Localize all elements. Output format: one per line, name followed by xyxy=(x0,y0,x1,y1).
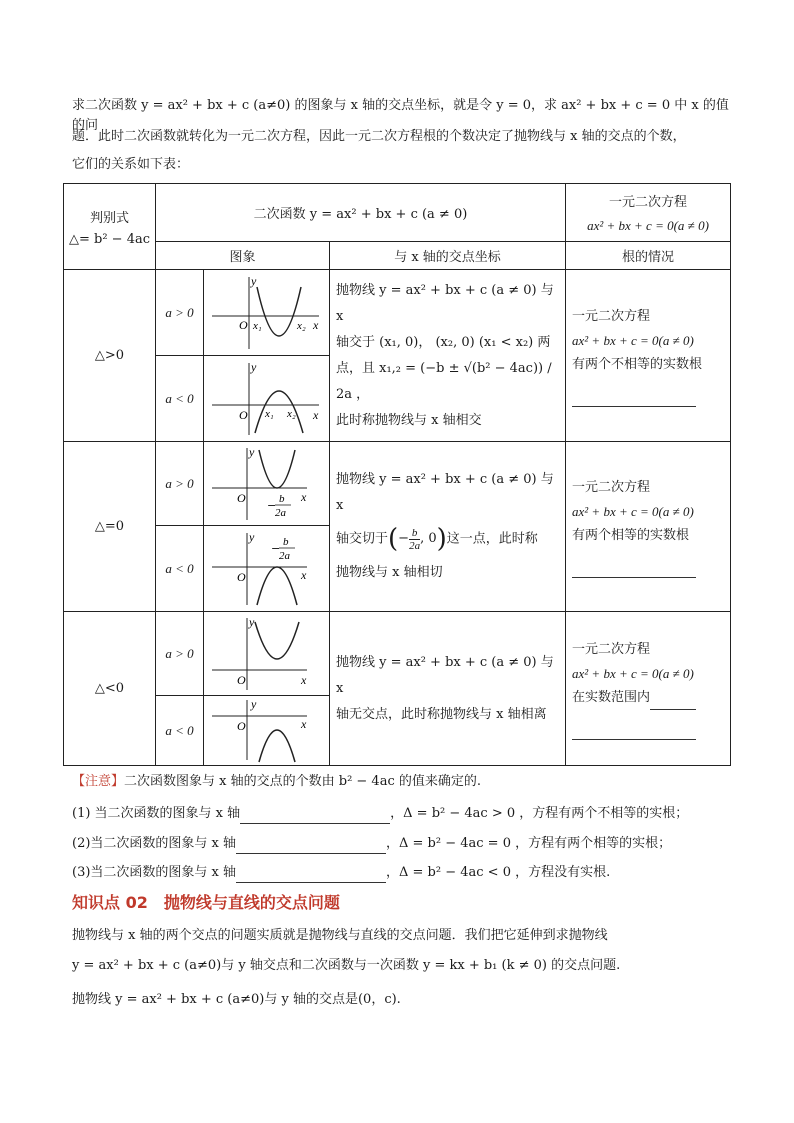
equation-title: 一元二次方程 xyxy=(608,195,687,210)
desc-line: 轴无交点，此时称抛物线与 x 轴相离 xyxy=(336,706,547,722)
quadratic-function-header: 二次函数 y = ax² + bx + c (a ≠ 0) xyxy=(156,184,566,242)
label-x1: x₁ xyxy=(264,407,274,420)
graph-two-roots-down xyxy=(207,359,327,439)
roots-description xyxy=(566,442,731,612)
graph-cell xyxy=(204,442,330,526)
root-line: ax² + bx + c = 0(a ≠ 0) xyxy=(572,665,694,681)
parabola-curve xyxy=(259,450,295,488)
label-x2: x₂ xyxy=(286,407,296,420)
note-item-2 xyxy=(72,834,671,854)
graph-no-roots-down xyxy=(207,698,327,764)
root-text: 在实数范围内 xyxy=(572,689,651,705)
graph-tangent-down xyxy=(207,529,327,609)
root-line: 一元二次方程 xyxy=(572,641,651,657)
col-roots-header: 根的情况 xyxy=(566,242,731,270)
vertex-fraction xyxy=(409,527,420,552)
label-x: x xyxy=(312,317,318,332)
frac-num: b xyxy=(409,527,420,540)
root-line: 一元二次方程 xyxy=(572,308,651,324)
label-origin: O xyxy=(236,490,246,505)
cond-a-negative: a < 0 xyxy=(156,696,204,766)
desc-line: 抛物线与 x 轴相切 xyxy=(336,564,443,580)
intersect-description xyxy=(330,442,566,612)
section-line-2: y = ax² + bx + c (a≠0)与 y 轴交点和二次函数与一次函数 y = kx + b₁ (k ≠ 0) 的交点问题. xyxy=(72,958,621,973)
discriminant-formula: △= b² − 4ac xyxy=(68,231,150,247)
discriminant-table xyxy=(63,183,731,766)
root-line: 有两个相等的实数根 xyxy=(572,527,690,543)
parabola-curve xyxy=(257,567,297,605)
section-line-1: 抛物线与 x 轴的两个交点的问题实质就是抛物线与直线的交点问题．我们把它延伸到求抛物线 xyxy=(72,928,608,943)
desc-line: 此时称抛物线与 x 轴相交 xyxy=(336,412,482,428)
graph-cell xyxy=(204,356,330,442)
label-x1: x₁ xyxy=(252,319,262,332)
desc-line: 轴交切于(− $\frac{b}{2a}$ , 0)这一点，此时称 xyxy=(336,524,538,555)
parabola-curve xyxy=(259,730,295,762)
answer-blank[interactable] xyxy=(572,563,696,578)
col-graph-header: 图象 xyxy=(156,242,330,270)
note-blank[interactable] xyxy=(236,868,386,883)
discriminant-header xyxy=(64,184,156,270)
section-line-3: 抛物线 y = ax² + bx + c (a≠0)与 y 轴的交点是(0，c). xyxy=(72,992,401,1007)
graph-no-roots-up xyxy=(207,614,327,694)
label-origin: O xyxy=(236,718,246,733)
desc-line: 抛物线 y = ax² + bx + c (a ≠ 0) 与 x xyxy=(336,472,554,514)
note-item-3 xyxy=(72,863,610,883)
label-y: y xyxy=(248,444,254,459)
discriminant-label: 判别式 xyxy=(89,210,129,226)
label-x2: x₂ xyxy=(296,319,306,332)
parabola-curve xyxy=(255,391,303,433)
vertex-num: b xyxy=(282,535,288,548)
vertex-den: 2a xyxy=(278,549,290,562)
graph-cell xyxy=(204,526,330,612)
desc-line: 抛物线 y = ax² + bx + c (a ≠ 0) 与 x xyxy=(336,654,554,696)
root-line: ax² + bx + c = 0(a ≠ 0) xyxy=(572,503,694,519)
note-item-text: ，Δ = b² − 4ac < 0 ，方程没有实根. xyxy=(386,865,611,880)
desc-line: 抛物线 y = ax² + bx + c (a ≠ 0) 与 x xyxy=(336,282,554,324)
answer-blank[interactable] xyxy=(572,392,696,407)
label-origin: O xyxy=(236,569,246,584)
equation-formula: ax² + bx + c = 0(a ≠ 0) xyxy=(587,218,709,233)
desc-text: 这一点，此时称 xyxy=(446,531,538,547)
graph-two-roots-up xyxy=(207,273,327,353)
vertex-minus: − xyxy=(266,498,276,512)
intersect-description xyxy=(330,612,566,766)
equation-header xyxy=(566,184,731,242)
note-text: 二次函数图象与 x 轴的交点的个数由 b² − 4ac 的值来确定的. xyxy=(124,774,482,789)
desc-text: 轴交切于 xyxy=(336,531,389,547)
col-intersection-header: 与 x 轴的交点坐标 xyxy=(330,242,566,270)
note-item-text: ，Δ = b² − 4ac = 0 ，方程有两个相等的实根； xyxy=(386,836,672,851)
intro-line-3: 它们的关系如下表： xyxy=(72,157,190,172)
cond-a-positive: a > 0 xyxy=(156,442,204,526)
answer-blank[interactable] xyxy=(650,695,696,710)
note-item-text: ，Δ = b² − 4ac > 0 ，方程有两个不相等的实根； xyxy=(390,806,689,821)
note-blank[interactable] xyxy=(236,839,386,854)
vertex-den: 2a xyxy=(274,506,286,519)
note-item-text: (2)当二次函数的图象与 x 轴 xyxy=(72,836,237,851)
label-x: x xyxy=(300,672,306,687)
roots-description xyxy=(566,270,731,442)
label-x: x xyxy=(300,716,306,731)
delta-positive-cell: △>0 xyxy=(64,270,156,442)
note-item-text: (3)当二次函数的图象与 x 轴 xyxy=(72,865,237,880)
graph-cell xyxy=(204,270,330,356)
root-line xyxy=(572,686,724,710)
parabola-curve xyxy=(255,622,299,659)
cond-a-positive: a > 0 xyxy=(156,612,204,696)
label-y: y xyxy=(250,359,256,374)
cond-a-negative: a < 0 xyxy=(156,356,204,442)
label-y: y xyxy=(248,529,254,544)
intro-line-1: 求二次函数 y = ax² + bx + c (a≠0) 的图象与 x 轴的交点坐标，就是令 y = 0，求 ax² + bx + c = 0 中 x 的值的问 xyxy=(72,98,729,133)
cond-a-negative: a < 0 xyxy=(156,526,204,612)
label-x: x xyxy=(300,489,306,504)
root-line: 一元二次方程 xyxy=(572,479,651,495)
label-x: x xyxy=(312,407,318,422)
section-heading: 知识点 02 抛物线与直线的交点问题 xyxy=(72,893,340,912)
note-item-text: (1) 当二次函数的图象与 x 轴 xyxy=(72,806,241,821)
note-line xyxy=(72,772,481,792)
desc-line: 轴交于 (x₁, 0)， (x₂, 0) (x₁ < x₂) 两 xyxy=(336,334,551,350)
graph-tangent-up xyxy=(207,444,327,524)
answer-blank[interactable] xyxy=(572,725,696,740)
label-origin: O xyxy=(238,317,248,332)
graph-cell xyxy=(204,696,330,766)
note-tag: 【注意】 xyxy=(72,774,125,789)
parabola-curve xyxy=(257,287,301,336)
label-y: y xyxy=(250,273,256,288)
note-blank[interactable] xyxy=(240,809,390,824)
label-y: y xyxy=(250,697,256,711)
note-item-1 xyxy=(72,804,688,824)
label-origin: O xyxy=(236,672,246,687)
label-origin: O xyxy=(238,407,248,422)
intro-line-2: 题．此时二次函数就转化为一元二次方程，因此一元二次方程根的个数决定了抛物线与 x 轴的交点的个数， xyxy=(72,129,686,144)
root-line: 有两个不相等的实数根 xyxy=(572,356,703,372)
roots-description xyxy=(566,612,731,766)
vertex-num: b xyxy=(278,492,284,505)
intersect-description xyxy=(330,270,566,442)
frac-den: 2a xyxy=(409,539,421,552)
label-x: x xyxy=(300,567,306,582)
cond-a-positive: a > 0 xyxy=(156,270,204,356)
vertex-minus: − xyxy=(270,541,280,555)
delta-negative-cell: △<0 xyxy=(64,612,156,766)
desc-line: 点，且 x₁,₂ = (−b ± √(b² − 4ac)) / 2a ， xyxy=(336,360,552,402)
label-y: y xyxy=(248,614,254,629)
root-line: ax² + bx + c = 0(a ≠ 0) xyxy=(572,332,694,348)
graph-cell xyxy=(204,612,330,696)
delta-zero-cell: △=0 xyxy=(64,442,156,612)
